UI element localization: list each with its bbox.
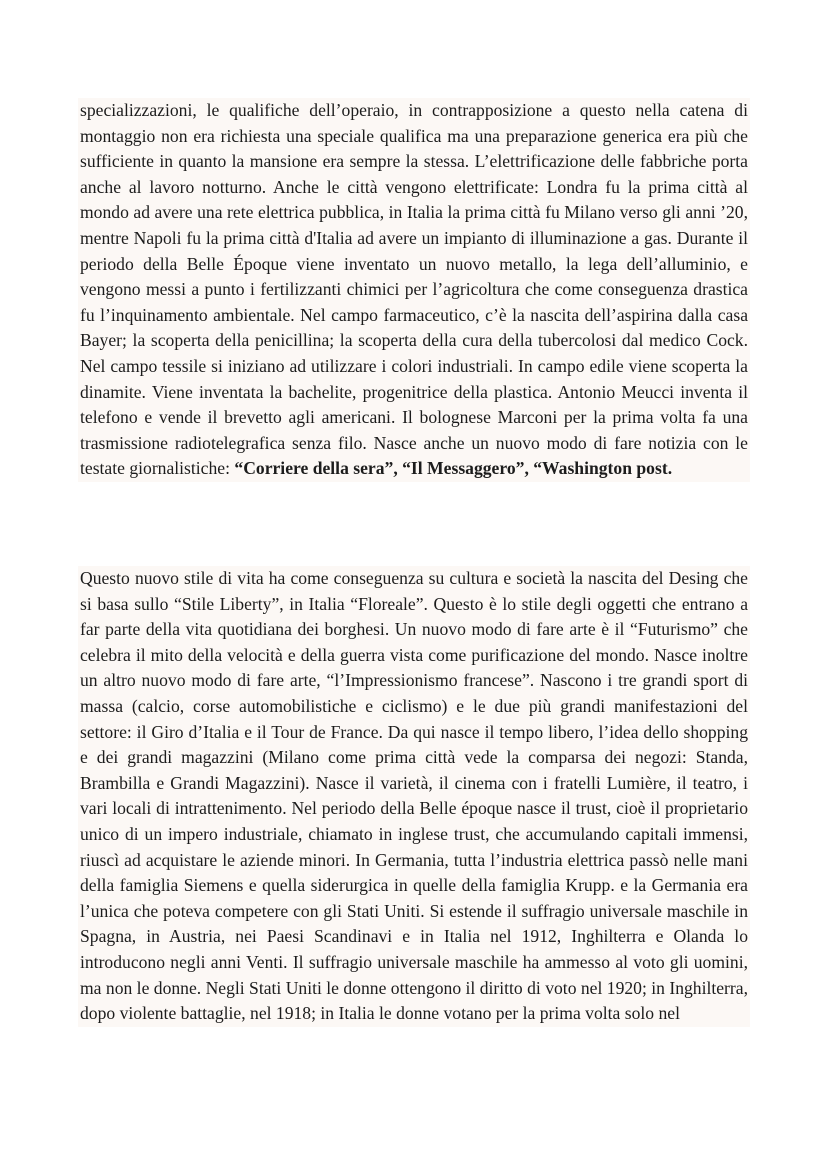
paragraph-2 (78, 566, 750, 1027)
paragraph-2-block (78, 566, 750, 1027)
paragraph-1-newspapers: “Corriere della sera”, “Il Messaggero”, “Washington post. (234, 458, 673, 479)
paragraph-2-text: Questo nuovo stile di vita ha come conseguenza su cultura e società la nascita del Desing che si basa sullo “Stile Liberty”, in Italia “Floreale”. Questo è lo stile degli oggetti che entrano a far parte della vita quotidiana dei borghesi. Un nuovo modo di fare arte è il “Futurismo” che celebra il mito della velocità e della guerra vista come purificazione del mondo. Nasce inoltre un altro nuovo modo di fare arte, “l’Impressionismo francese”. Nascono i tre grandi sport di massa (calcio, corse automobilistiche e ciclismo) e le due più grandi manifestazioni del settore: il Giro d’Italia e il Tour de France. Da qui nasce il tempo libero, l’idea dello shopping e dei grandi magazzini (Milano come prima città vede la comparsa dei negozi: Standa, Brambilla e Grandi Magazzini). Nasce il varietà, il cinema con i fratelli Lumière, il teatro, i vari locali di intrattenimento. Nel periodo della Belle époque nasce il trust, cioè il proprietario unico di un impero industriale, chiamato in inglese trust, che accumulando capitali immensi, riuscì ad acquistare le aziende minori. In Germania, tutta l’industria elettrica passò nelle mani della famiglia Siemens e quella siderurgica in quelle della famiglia Krupp. e la Germania era l’unica che poteva competere con gli Stati Uniti. Si estende il suffragio universale maschile in Spagna, in Austria, nei Paesi Scandinavi e in Italia nel 1912, Inghilterra e Olanda lo introducono negli anni Venti. Il suffragio universale maschile ha ammesso al voto gli uomini, ma non le donne. Negli Stati Uniti le donne ottengono il diritto di voto nel 1920; in Inghilterra, dopo violente battaglie, nel 1918; in Italia le donne votano per la prima volta solo nel (80, 568, 748, 1024)
paragraph-1-block (78, 98, 750, 482)
paragraph-1-text: specializzazioni, le qualifiche dell’operaio, in contrapposizione a questo nella catena di montaggio non era richiesta una speciale qualifica ma una preparazione generica era più che sufficiente in quanto la mansione era sempre la stessa. L’elettrificazione delle fabbriche porta anche al lavoro notturno. Anche le città vengono elettrificate: Londra fu la prima città al mondo ad avere una rete elettrica pubblica, in Italia la prima città fu Milano verso gli anni ’20, mentre Napoli fu la prima città d'Italia ad avere un impianto di illuminazione a gas. Durante il periodo della Belle Époque viene inventato un nuovo metallo, la lega dell’alluminio, e vengono messi a punto i fertilizzanti chimici per l’agricoltura che come conseguenza drastica fu l’inquinamento ambientale. Nel campo farmaceutico, c’è la nascita dell’aspirina dalla casa Bayer; la scoperta della penicillina; la scoperta della cura della tubercolosi dal medico Cock. Nel campo tessile si iniziano ad utilizzare i colori industriali. In campo edile viene scoperta la dinamite. Viene inventata la bachelite, progenitrice della plastica. Antonio Meucci inventa il telefono e vende il brevetto agli americani. Il bolognese Marconi per la prima volta fa una trasmissione radiotelegrafica senza filo. Nasce anche un nuovo modo di fare notizia con le testate giornalistiche: (80, 100, 748, 479)
paragraph-1 (78, 98, 750, 482)
